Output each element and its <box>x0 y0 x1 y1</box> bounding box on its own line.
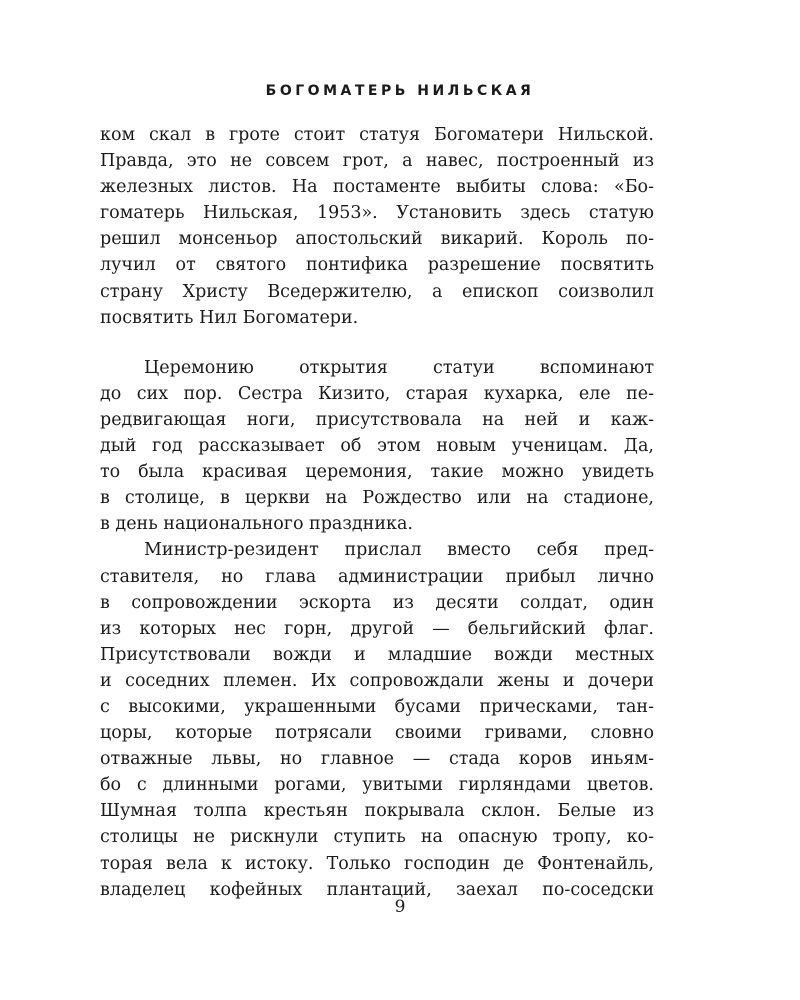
text-line: в день национального праздника. <box>100 514 413 535</box>
text-line: торая вела к истоку. Только господин де Фонтенайль, <box>100 853 654 874</box>
text-line: из которых нес горн, другой — бельгийский флаг. <box>100 618 654 639</box>
text-line: решил монсеньор апостольский викарий. Король по- <box>100 229 654 250</box>
text-line: отважные львы, но главное — стада коров иньям- <box>100 749 654 770</box>
text-line: редвигающая ноги, присутствовала на ней и каж- <box>100 409 654 430</box>
text-line: в столице, в церкви на Рождество или на стадионе, <box>100 488 654 509</box>
text-line: Правда, это не совсем грот, а навес, построенный из <box>100 151 654 172</box>
body-text <box>100 122 654 903</box>
text-line: до сих пор. Сестра Кизито, старая кухарка, еле пе- <box>100 383 654 404</box>
running-head: БОГОМАТЕРЬ НИЛЬСКАЯ <box>265 83 535 99</box>
text-line: владелец кофейных плантаций, заехал по-соседски <box>100 879 654 900</box>
text-line: страну Христу Вседержителю, а епископ соизволил <box>100 281 654 302</box>
paragraph-gap <box>100 331 654 355</box>
text-line: бо с длинными рогами, увитыми гирляндами цветов. <box>100 775 654 796</box>
text-line: то была красивая церемония, такие можно увидеть <box>100 462 654 483</box>
text-line: посвятить Нил Богоматери. <box>100 307 359 328</box>
text-line: цоры, которые потрясали своими гривами, словно <box>100 723 654 744</box>
text-line: лучил от святого понтифика разрешение посвятить <box>100 255 654 276</box>
text-line: ставителя, но глава администрации прибыл лично <box>100 566 654 587</box>
text-line: столицы не рискнули ступить на опасную тропу, ко- <box>100 827 654 848</box>
text-line: Министр-резидент прислал вместо себя пред- <box>144 540 654 561</box>
paragraph <box>100 122 654 331</box>
text-line: Присутствовали вожди и младшие вожди местных <box>100 644 654 665</box>
paragraph <box>100 355 654 538</box>
text-line: железных листов. На постаменте выбиты слова: «Бо- <box>100 177 654 198</box>
page-number: 9 <box>394 897 406 917</box>
paragraph <box>100 537 654 902</box>
text-line: Шумная толпа крестьян покрывала склон. Белые из <box>100 801 654 822</box>
text-line: дый год рассказывает об этом новым ученицам. Да, <box>100 436 654 457</box>
text-line: и соседних племен. Их сопровождали жены и дочери <box>100 670 654 691</box>
text-line: Церемонию открытия статуи вспоминают <box>144 357 654 378</box>
text-line: с высокими, украшенными бусами прическами, тан- <box>100 696 654 717</box>
text-line: ком скал в гроте стоит статуя Богоматери Нильской. <box>100 125 654 145</box>
text-line: в сопровождении эскорта из десяти солдат, один <box>100 592 654 613</box>
text-line: гоматерь Нильская, 1953». Установить здесь статую <box>100 203 654 224</box>
